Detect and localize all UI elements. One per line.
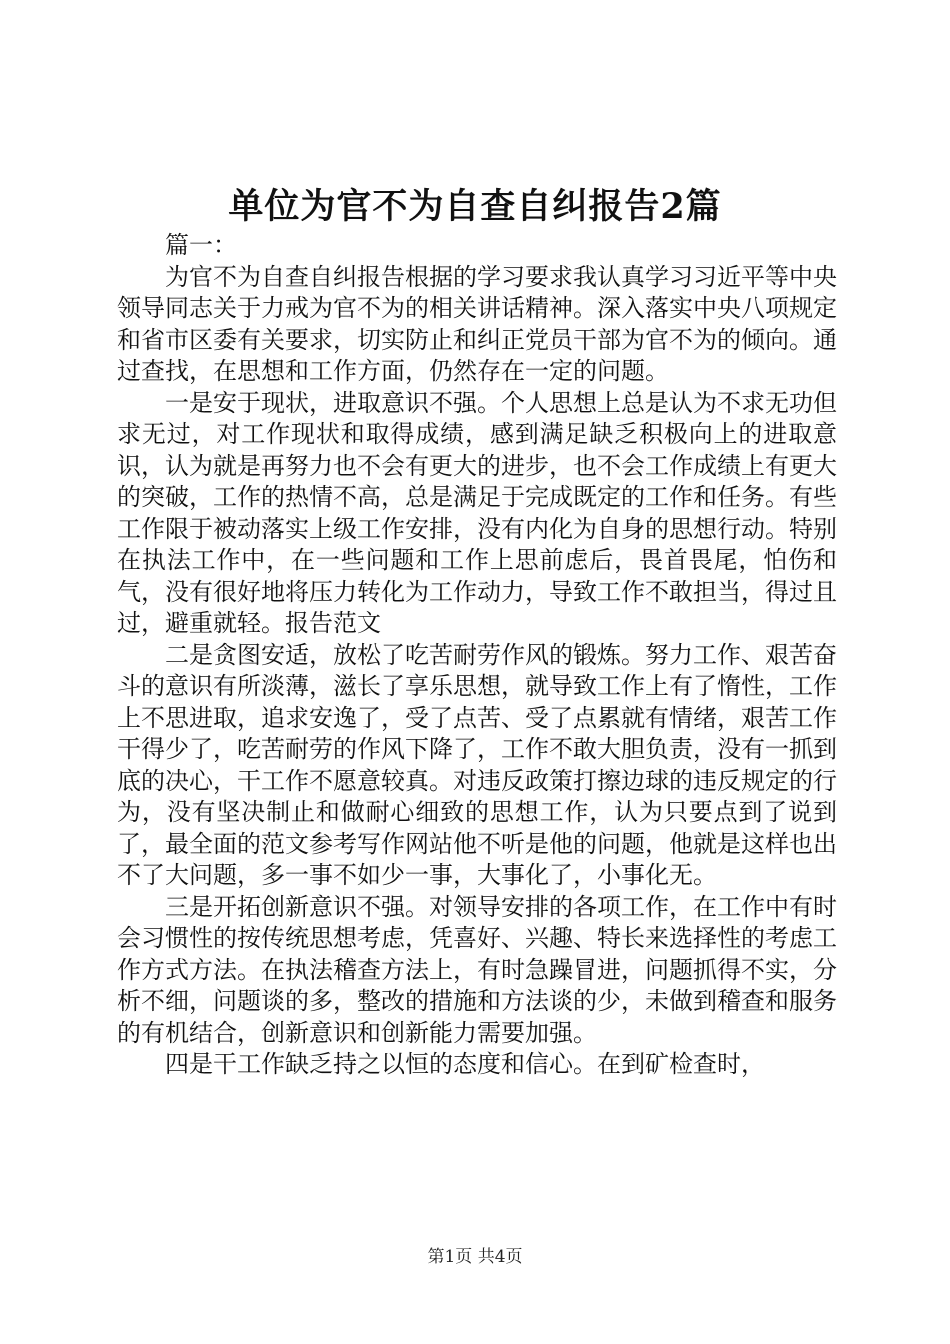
paragraph-point-two: 二是贪图安适，放松了吃苦耐劳作风的锻炼。努力工作、艰苦奋斗的意识有所淡薄，滋长了享乐思想，就导致工作上有了惰性，工作上不思进取，追求安逸了，受了点苦、受了点累就有情绪，艰苦工作干得少了，吃苦耐劳的作风下降了，工作不敢大胆负责，没有一抓到底的决心，干工作不愿意较真。对违反政策打擦边球的违反规定的行为，没有坚决制止和做耐心细致的思想工作，认为只要点到了说到了，最全面的范文参考写作网站他不听是他的问题，他就是这样也出不了大问题，多一事不如少一事，大事化了，小事化无。 bbox=[117, 640, 837, 889]
page-number-footer: 第1页 共4页 bbox=[427, 1247, 523, 1267]
paragraph-intro: 为官不为自查自纠报告根据的学习要求我认真学习习近平等中央领导同志关于力戒为官不为的相关讲话精神。深入落实中央八项规定和省市区委有关要求，切实防止和纠正党员干部为官不为的倾向。通过查找，在思想和工作方面，仍然存在一定的问题。 bbox=[117, 262, 837, 385]
paragraph-point-three: 三是开拓创新意识不强。对领导安排的各项工作，在工作中有时会习惯性的按传统思想考虑，凭喜好、兴趣、特长来选择性的考虑工作方式方法。在执法稽查方法上，有时急躁冒进，问题抓得不实，分析不细，问题谈的多，整改的措施和方法谈的少，未做到稽查和服务的有机结合，创新意识和创新能力需要加强。 bbox=[117, 892, 837, 1047]
document-body bbox=[117, 230, 837, 1081]
document-title: 单位为官不为自查自纠报告2篇 bbox=[228, 186, 722, 227]
paragraph-point-four: 四是干工作缺乏持之以恒的态度和信心。在到矿检查时， bbox=[165, 1050, 765, 1078]
section-heading: 篇一： bbox=[165, 231, 237, 259]
paragraph-point-one: 一是安于现状，进取意识不强。个人思想上总是认为不求无功但求无过，对工作现状和取得成绩，感到满足缺乏积极向上的进取意识，认为就是再努力也不会有更大的进步，也不会工作成绩上有更大的突破，工作的热情不高，总是满足于完成既定的工作和任务。有些工作限于被动落实上级工作安排，没有内化为自身的思想行动。特别在执法工作中，在一些问题和工作上思前虑后，畏首畏尾，怕伤和气，没有很好地将压力转化为工作动力，导致工作不敢担当，得过且过，避重就轻。报告范文 bbox=[117, 388, 837, 637]
